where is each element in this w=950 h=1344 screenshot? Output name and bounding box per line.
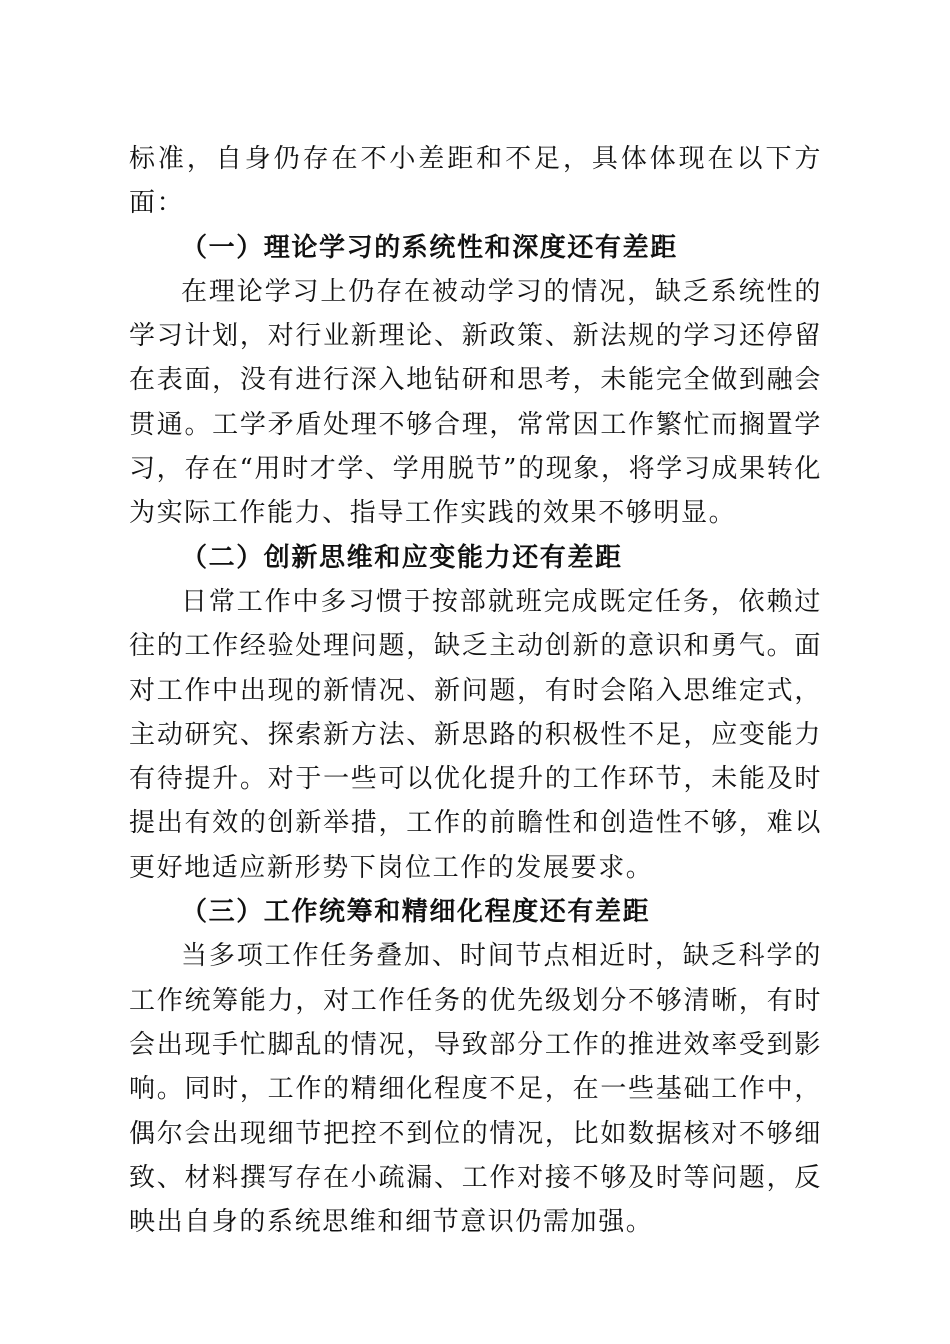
section-heading-2: （二）创新思维和应变能力还有差距 — [181, 542, 623, 573]
section-body-1: 在理论学习上仍存在被动学习的情况，缺乏系统性的学习计划，对行业新理论、新政策、新法规的学习还停留在表面，没有进行深入地钻研和思考，未能完全做到融会贯通。工学矛盾处理不够合理，常常因工作繁忙而搁置学习，存在“用时才学、学用脱节”的现象，将学习成果转化为实际工作能力、指导工作实践的效果不够明显。 — [129, 276, 822, 529]
section-body-2: 日常工作中多习惯于按部就班完成既定任务，依赖过往的工作经验处理问题，缺乏主动创新的意识和勇气。面对工作中出现的新情况、新问题，有时会陷入思维定式，主动研究、探索新方法、新思路的积极性不足，应变能力有待提升。对于一些可以优化提升的工作环节，未能及时提出有效的创新举措，工作的前瞻性和创造性不够，难以更好地适应新形势下岗位工作的发展要求。 — [129, 586, 822, 883]
intro-paragraph: 标准，自身仍存在不小差距和不足，具体体现在以下方面： — [129, 144, 822, 219]
section-heading-3: （三）工作统筹和精细化程度还有差距 — [181, 897, 651, 928]
section-body-3: 当多项工作任务叠加、时间节点相近时，缺乏科学的工作统筹能力，对工作任务的优先级划分不够清晰，有时会出现手忙脚乱的情况，导致部分工作的推进效率受到影响。同时，工作的精细化程度不足，在一些基础工作中，偶尔会出现细节把控不到位的情况，比如数据核对不够细致、材料撰写存在小疏漏、工作对接不够及时等问题，反映出自身的系统思维和细节意识仍需加强。 — [129, 941, 822, 1238]
section-heading-1: （一）理论学习的系统性和深度还有差距 — [181, 232, 678, 263]
document-body — [129, 137, 822, 1244]
